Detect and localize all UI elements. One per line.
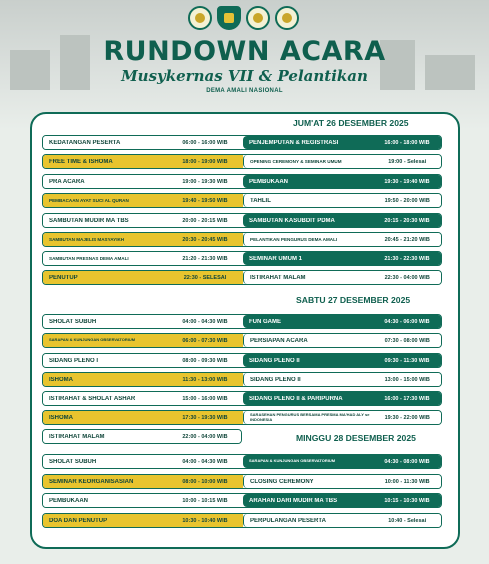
- time-label: 11:30 - 13:00 WIB: [182, 376, 228, 383]
- time-label: 09:30 - 11:30 WIB: [384, 357, 430, 364]
- organizer-label: DEMA AMALI NASIONAL: [206, 88, 283, 94]
- circle-logo: [246, 6, 270, 30]
- schedule-row: [42, 391, 442, 406]
- organization-logo: [275, 6, 299, 30]
- activity-label: KEDATANGAN PESERTA: [49, 139, 121, 146]
- time-label: 19:00 - 19:30 WIB: [182, 178, 228, 185]
- time-label: 22:30 - 04:00 WIB: [384, 274, 430, 281]
- time-label: 21:20 - 21:30 WIB: [182, 255, 228, 262]
- activity-label: CLOSING CEREMONY: [250, 478, 314, 485]
- schedule-row: [42, 154, 442, 169]
- activity-label: DOA DAN PENUTUP: [49, 517, 108, 524]
- time-label: 20:45 - 21:20 WIB: [384, 236, 430, 243]
- activity-label: SIDANG PLENO II & PARIPURNA: [249, 395, 343, 402]
- time-label: 16:00 - 18:00 WIB: [384, 139, 430, 146]
- activity-label: SIDANG PLENO II: [249, 357, 300, 364]
- time-label: 04:00 - 04:30 WIB: [182, 458, 228, 465]
- schedule-row: [42, 270, 442, 285]
- activity-label: SAMBUTAN PRESNAS DEMA AMALI: [49, 256, 129, 261]
- activity-label: SAMBUTAN KASUBDIT PDMA: [249, 217, 335, 224]
- schedule-row: [42, 174, 442, 189]
- activity-label: ISTIRAHAT & SHOLAT ASHAR: [49, 395, 136, 402]
- time-label: 15:00 - 16:00 WIB: [182, 395, 228, 402]
- activity-label: SHOLAT SUBUH: [49, 318, 97, 325]
- schedule-row: [42, 213, 442, 228]
- logo-strip: [188, 6, 300, 34]
- time-label: 10:00 - 11:30 WIB: [384, 478, 430, 485]
- time-label: 16:00 - 17:30 WIB: [384, 395, 430, 402]
- schedule-row: [42, 314, 442, 329]
- time-label: 04:30 - 08:00 WIB: [384, 458, 430, 465]
- seal-logo: [188, 6, 212, 30]
- activity-label: SARAPAN & KUNJUNGAN OBSERVATORIUM: [249, 459, 336, 464]
- activity-label: SHOLAT SUBUH: [49, 458, 97, 465]
- page-subtitle: Musykernas VII & Pelantikan: [121, 67, 368, 85]
- activity-label: OPENING CEREMONY & SEMINAR UMUM: [250, 159, 342, 164]
- activity-label: PELANTIKAN PENGURUS DEMA AMALI: [250, 237, 338, 242]
- day-heading-sunday: MINGGU 28 DESEMBER 2025: [296, 433, 416, 443]
- activity-label: PENUTUP: [49, 274, 78, 281]
- schedule-row: [42, 251, 442, 266]
- activity-label: FREE TIME & ISHOMA: [49, 158, 113, 165]
- schedule-row: [42, 372, 442, 387]
- activity-label: PENJEMPUTAN & REGISTRASI: [249, 139, 339, 146]
- schedule-row: [42, 410, 442, 425]
- activity-label: SAMBUTAN MAJELIS MASYAYIKH: [49, 237, 125, 242]
- time-label: 10:00 - 10:15 WIB: [182, 497, 228, 504]
- schedule-row: [42, 429, 242, 444]
- time-label: 22:00 - 04:00 WIB: [182, 433, 228, 440]
- time-label: 22:30 - SELESAI: [183, 274, 227, 281]
- activity-label: PEMBUKAAN: [249, 178, 288, 185]
- time-label: 13:00 - 15:00 WIB: [384, 376, 430, 383]
- day-heading-saturday: SABTU 27 DESEMBER 2025: [296, 295, 411, 305]
- activity-label: SARASEHAN PENGURUS BERSAMA PRESMA MA'HAD ALY se INDONESIA: [250, 413, 370, 422]
- time-label: 19:30 - 22:00 WIB: [384, 414, 430, 421]
- page-title: RUNDOWN ACARA: [103, 36, 386, 67]
- activity-label: PERSIAPAN ACARA: [250, 337, 308, 344]
- schedule-row: [42, 513, 442, 528]
- time-label: 18:00 - 19:00 WIB: [182, 158, 228, 165]
- time-label: 20:15 - 20:30 WIB: [384, 217, 430, 224]
- time-label: 20:30 - 20:45 WIB: [182, 236, 228, 243]
- activity-label: SEMINAR KEORGANISASIAN: [49, 478, 134, 485]
- activity-label: ISHOMA: [49, 376, 73, 383]
- activity-label: SEMINAR UMUM 1: [249, 255, 303, 262]
- time-label: 10:40 - Selesai: [388, 517, 427, 524]
- time-label: 17:30 - 19:30 WIB: [182, 414, 228, 421]
- activity-label: ARAHAN DARI MUDIR MA TBS: [249, 497, 338, 504]
- activity-label: PERPULANGAN PESERTA: [250, 517, 326, 524]
- time-label: 08:00 - 10:00 WIB: [182, 478, 228, 485]
- schedule-row: [42, 353, 442, 368]
- activity-label: FUN GAME: [249, 318, 281, 325]
- time-label: 19:50 - 20:00 WIB: [384, 197, 430, 204]
- activity-label: ISTIRAHAT MALAM: [250, 274, 306, 281]
- activity-label: SIDANG PLENO I: [49, 357, 99, 364]
- shield-logo: [217, 6, 241, 30]
- activity-label: ISTIRAHAT MALAM: [49, 433, 105, 440]
- activity-label: SARAPAN & KUNJUNGAN OBSERVATORIUM: [49, 338, 136, 343]
- activity-label: ISHOMA: [49, 414, 73, 421]
- time-label: 19:00 - Selesai: [388, 158, 427, 165]
- schedule-row: [42, 232, 442, 247]
- time-label: 04:00 - 04:30 WIB: [182, 318, 228, 325]
- activity-label: PEMBUKAAN: [49, 497, 88, 504]
- schedule-row: [42, 454, 442, 469]
- time-label: 19:30 - 19:40 WIB: [384, 178, 430, 185]
- activity-label: PRA ACARA: [49, 178, 85, 185]
- day-heading-friday: JUM'AT 26 DESEMBER 2025: [293, 118, 409, 128]
- time-label: 06:00 - 07:30 WIB: [182, 337, 228, 344]
- activity-label: SAMBUTAN MUDIR MA TBS: [49, 217, 129, 224]
- time-label: 08:00 - 09:30 WIB: [182, 357, 228, 364]
- time-label: 20:00 - 20:15 WIB: [182, 217, 228, 224]
- time-label: 21:30 - 22:30 WIB: [384, 255, 430, 262]
- schedule-row: [42, 474, 442, 489]
- time-label: 10:15 - 10:30 WIB: [384, 497, 430, 504]
- activity-label: SIDANG PLENO II: [250, 376, 301, 383]
- time-label: 06:00 - 16:00 WIB: [182, 139, 228, 146]
- time-label: 04:30 - 06:00 WIB: [384, 318, 430, 325]
- activity-label: TAHLIL: [250, 197, 271, 204]
- schedule-row: [42, 135, 442, 150]
- time-label: 19:40 - 19:50 WIB: [182, 197, 228, 204]
- schedule-row: [42, 493, 442, 508]
- time-label: 07:30 - 08:00 WIB: [384, 337, 430, 344]
- activity-label: PEMBACAAN AYAT SUCI AL QURAN: [49, 198, 129, 203]
- schedule-row: [42, 193, 442, 208]
- schedule-row: [42, 333, 442, 348]
- time-label: 10:30 - 10:40 WIB: [182, 517, 228, 524]
